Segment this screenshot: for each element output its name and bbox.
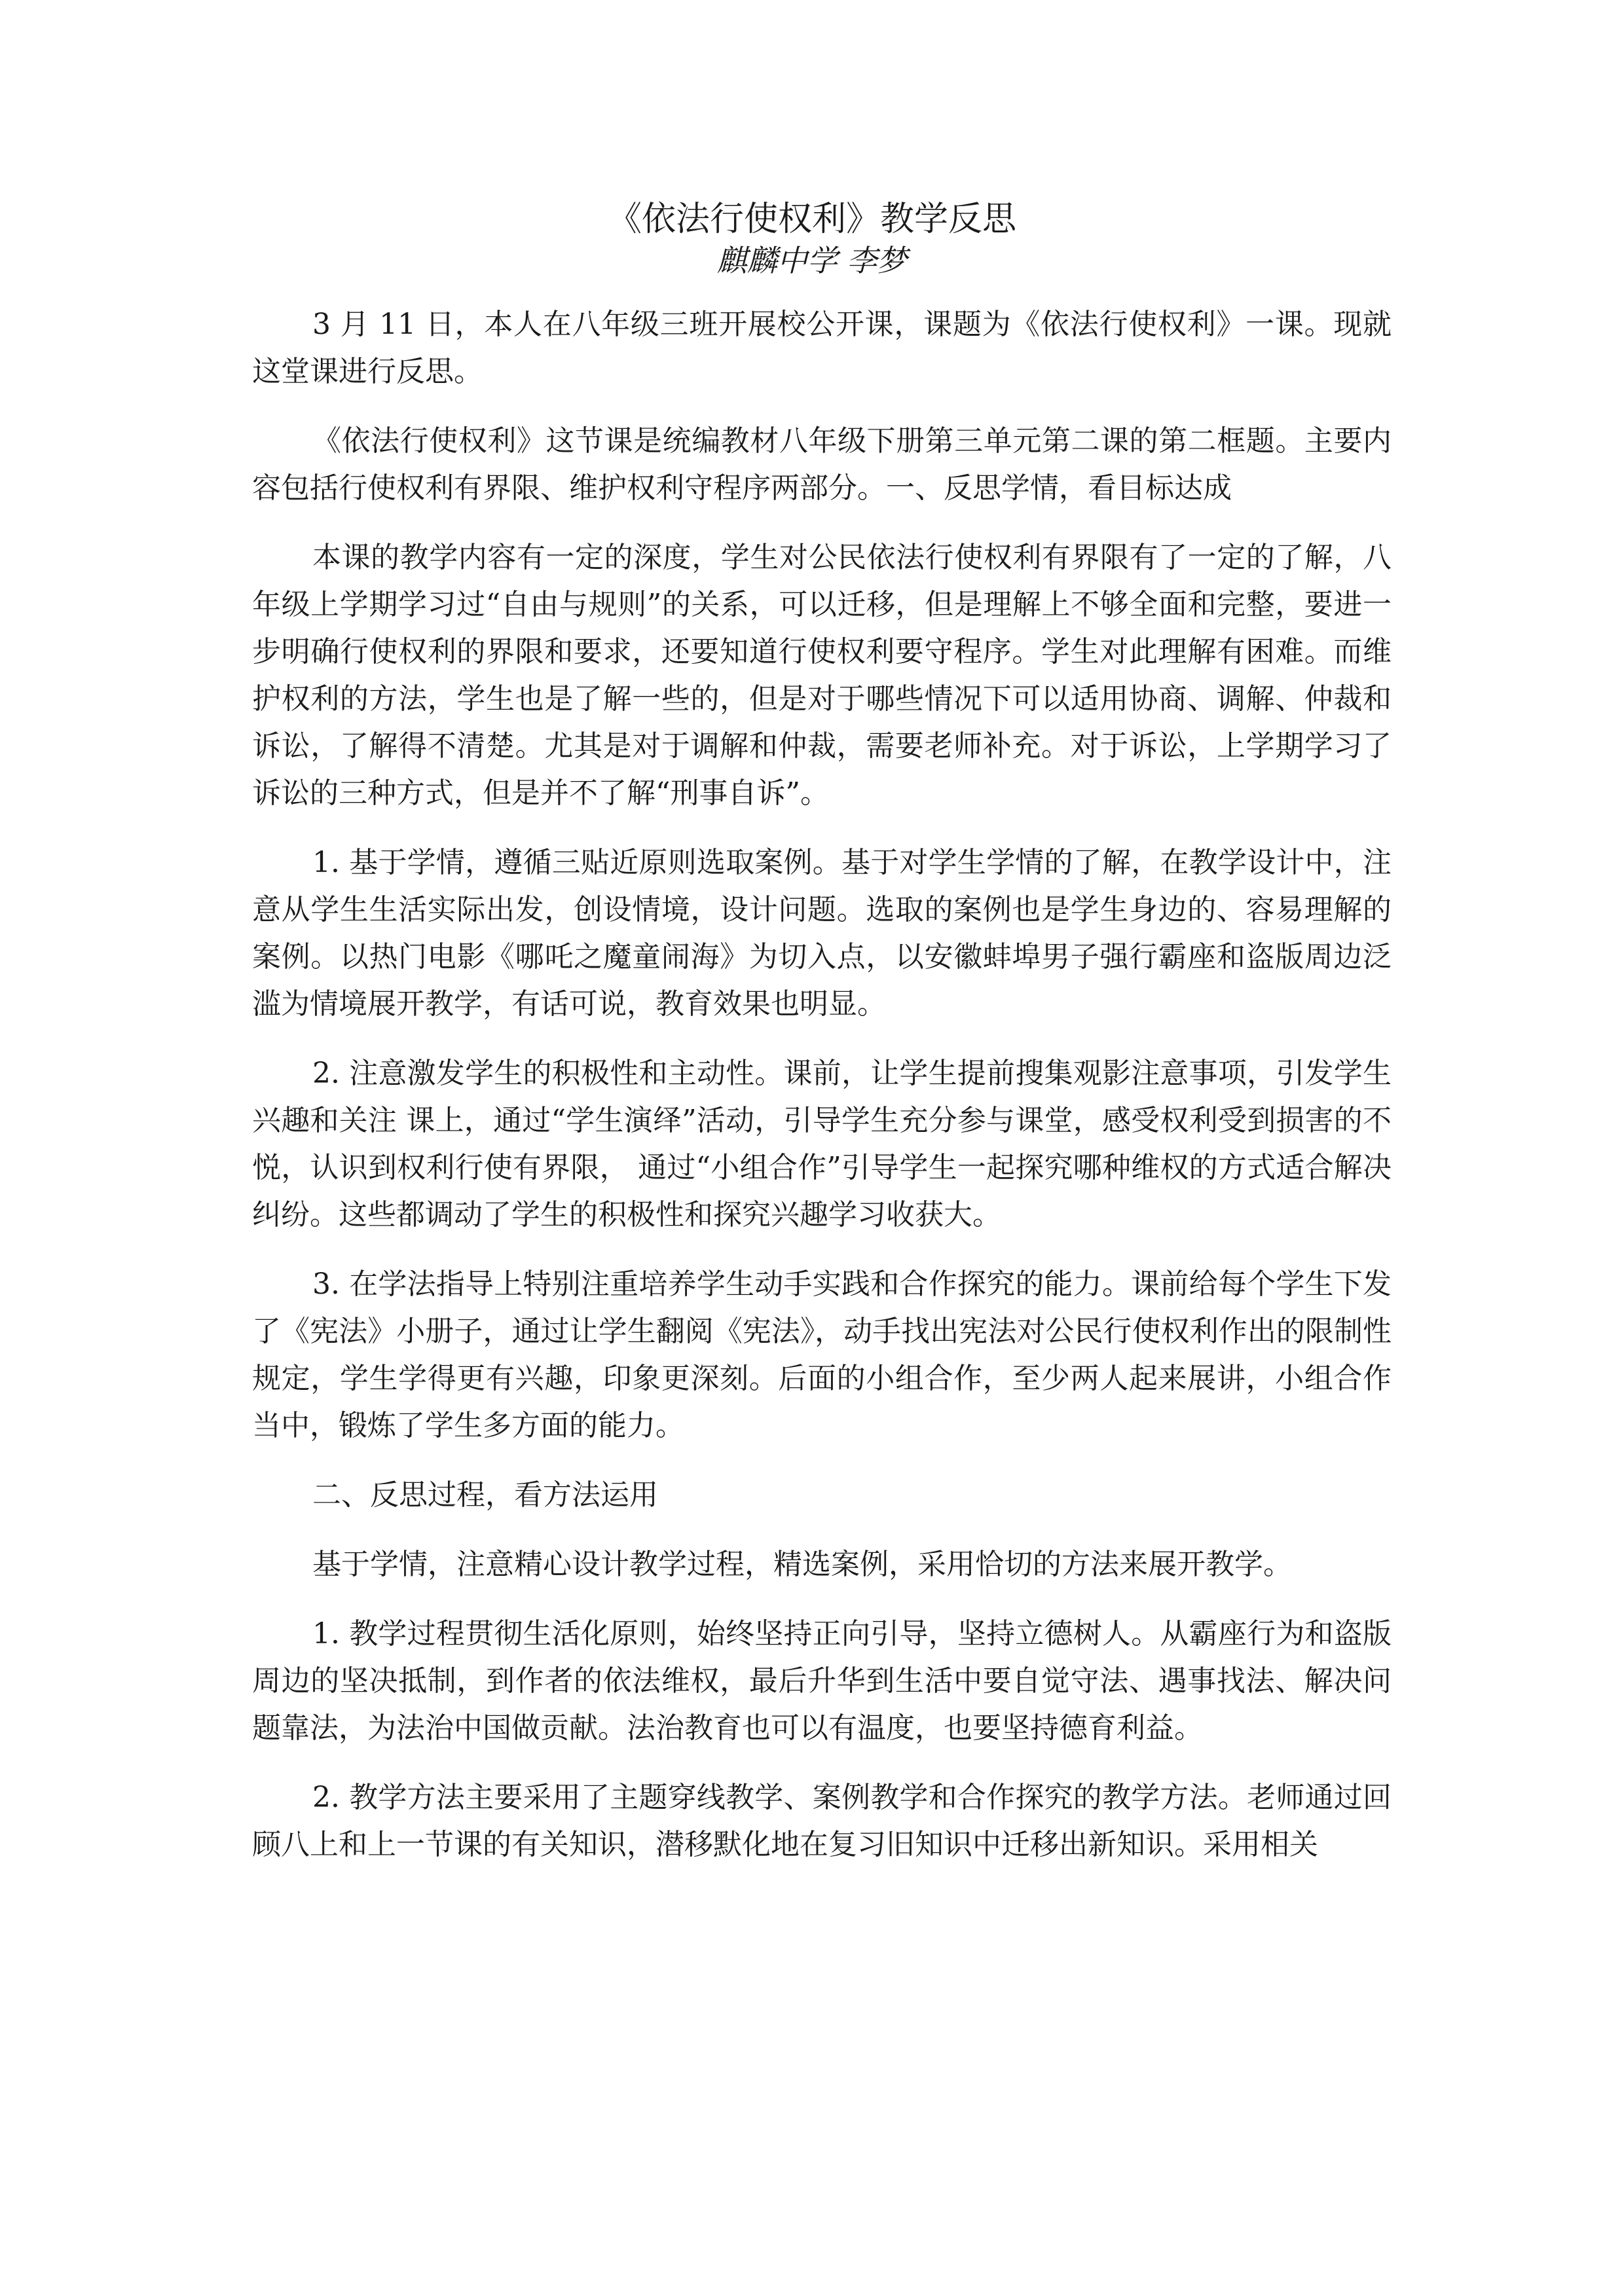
- document-author: 麒麟中学 李梦: [716, 243, 908, 278]
- paragraph: 本课的教学内容有一定的深度，学生对公民依法行使权利有界限有了一定的了解，八年级上学期学习过“自由与规则”的关系，可以迁移，但是理解上不够全面和完整，要进一步明确行使权利的界限和要求，还要知道行使权利要守程序。学生对此理解有困难。而维护权利的方法，学生也是了解一些的，但是对于哪些情况下可以适用协商、调解、仲裁和诉讼，了解得不清楚。尤其是对于调解和仲裁，需要老师补充。对于诉讼，上学期学习了诉讼的三种方式，但是并不了解“刑事自诉”。: [252, 541, 1392, 810]
- document-body: [252, 301, 1392, 1891]
- paragraph: 《依法行使权利》这节课是统编教材八年级下册第三单元第二课的第二框题。主要内容包括行使权利有界限、维护权利守程序两部分。一、反思学情，看目标达成: [252, 424, 1392, 505]
- paragraph: 1. 基于学情，遵循三贴近原则选取案例。基于对学生学情的了解，在教学设计中，注意从学生生活实际出发，创设情境，设计问题。选取的案例也是学生身边的、容易理解的案例。以热门电影《哪吒之魔童闹海》为切入点，以安徽蚌埠男子强行霸座和盗版周边泛滥为情境展开教学，有话可说，教育效果也明显。: [252, 846, 1392, 1021]
- paragraph: 2. 注意激发学生的积极性和主动性。课前，让学生提前搜集观影注意事项，引发学生兴趣和关注 课上，通过“学生演绎”活动，引导学生充分参与课堂，感受权利受到损害的不悦，认识到权利行使有界限， 通过“小组合作”引导学生一起探究哪种维权的方式适合解决纠纷。这些都调动了学生的积极性和探究兴趣学习收获大。: [252, 1057, 1392, 1231]
- paragraph: 基于学情，注意精心设计教学过程，精选案例，采用恰切的方法来展开教学。: [312, 1548, 1292, 1581]
- paragraph: 3 月 11 日，本人在八年级三班开展校公开课，课题为《依法行使权利》一课。现就这堂课进行反思。: [252, 308, 1392, 388]
- document-title: 《依法行使权利》教学反思: [607, 200, 1016, 239]
- paragraph: 3. 在学法指导上特别注重培养学生动手实践和合作探究的能力。课前给每个学生下发了《宪法》小册子，通过让学生翻阅《宪法》，动手找出宪法对公民行使权利作出的限制性规定，学生学得更有兴趣，印象更深刻。后面的小组合作，至少两人起来展讲，小组合作当中，锻炼了学生多方面的能力。: [252, 1267, 1392, 1442]
- paragraph: 1. 教学过程贯彻生活化原则，始终坚持正向引导，坚持立德树人。从霸座行为和盗版周边的坚决抵制，到作者的依法维权，最后升华到生活中要自觉守法、遇事找法、解决问题靠法，为法治中国做贡献。法治教育也可以有温度，也要坚持德育利益。: [252, 1617, 1392, 1745]
- paragraph: 2. 教学方法主要采用了主题穿线教学、案例教学和合作探究的教学方法。老师通过回顾八上和上一节课的有关知识，潜移默化地在复习旧知识中迁移出新知识。采用相关: [252, 1781, 1392, 1861]
- section-heading: 二、反思过程，看方法运用: [312, 1478, 658, 1512]
